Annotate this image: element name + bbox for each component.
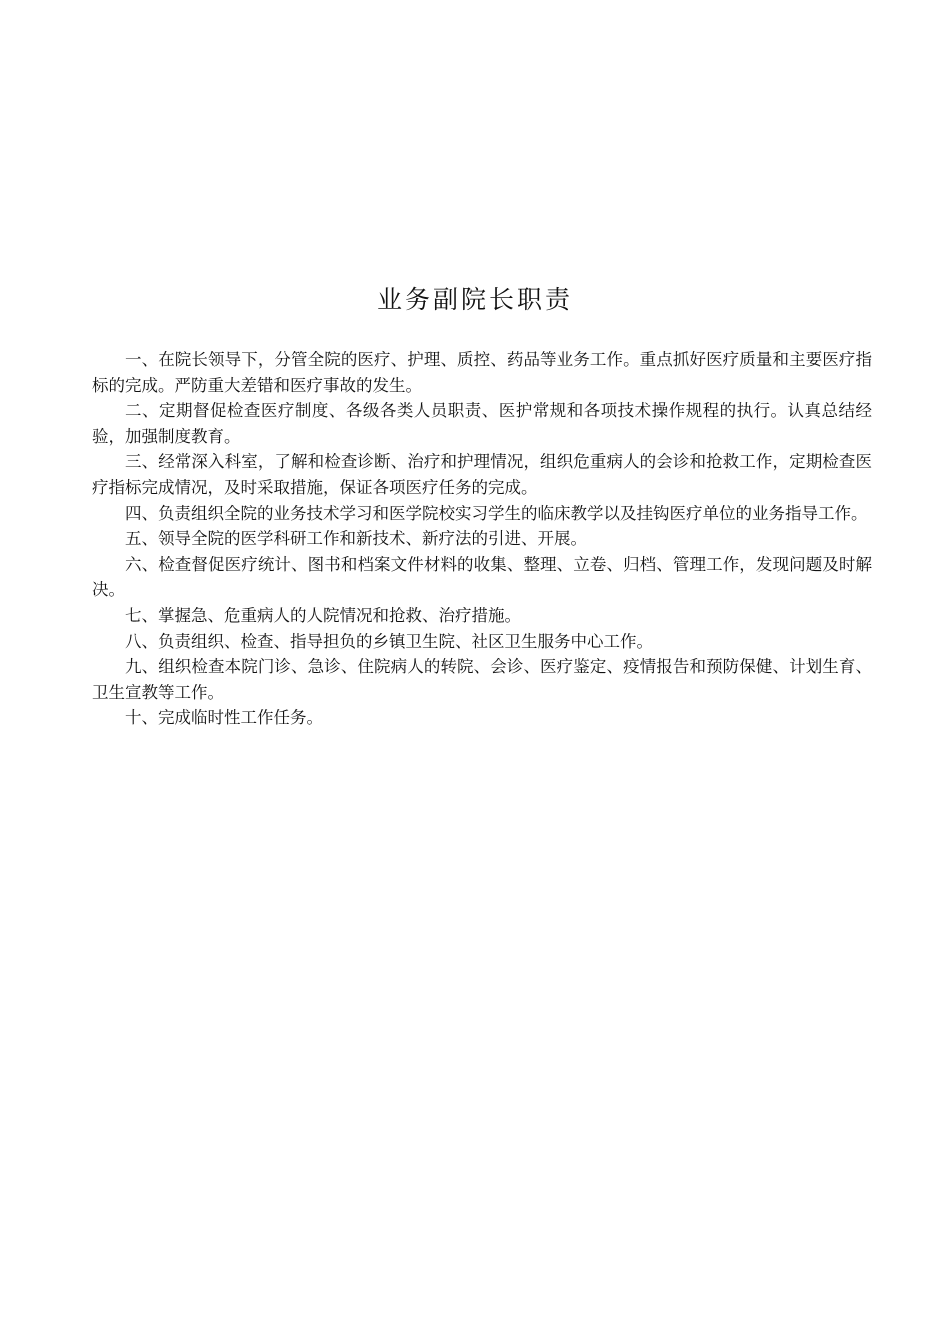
duty-paragraph-8: 八、负责组织、检查、指导担负的乡镇卫生院、社区卫生服务中心工作。 [125,631,653,651]
document-body [92,347,872,731]
document-title: 业务副院长职责 [376,285,573,314]
duty-paragraph-7: 七、掌握急、危重病人的人院情况和抢救、治疗措施。 [125,605,521,625]
duty-paragraph-10: 十、完成临时性工作任务。 [125,708,323,728]
duty-paragraph-2: 二、定期督促检查医疗制度、各级各类人员职责、医护常规和各项技术操作规程的执行。认真总结经验，加强制度教育。 [92,401,872,446]
duty-paragraph-6: 六、检查督促医疗统计、图书和档案文件材料的收集、整理、立卷、归档、管理工作，发现问题及时解决。 [92,554,872,600]
duty-paragraph-1: 一、在院长领导下，分管全院的医疗、护理、质控、药品等业务工作。重点抓好医疗质量和主要医疗指标的完成。严防重大差错和医疗事故的发生。 [92,350,872,395]
duty-paragraph-9: 九、组织检查本院门诊、急诊、住院病人的转院、会诊、医疗鉴定、疫情报告和预防保健、计划生育、卫生宣教等工作。 [92,657,872,702]
duty-paragraph-3: 三、经常深入科室，了解和检查诊断、治疗和护理情况，组织危重病人的会诊和抢救工作，定期检查医疗指标完成情况，及时采取措施，保证各项医疗任务的完成。 [92,452,872,497]
duty-paragraph-4: 四、负责组织全院的业务技术学习和医学院校实习学生的临床教学以及挂钩医疗单位的业务指导工作。 [125,503,868,523]
duty-paragraph-5: 五、领导全院的医学科研工作和新技术、新疗法的引进、开展。 [125,529,587,549]
